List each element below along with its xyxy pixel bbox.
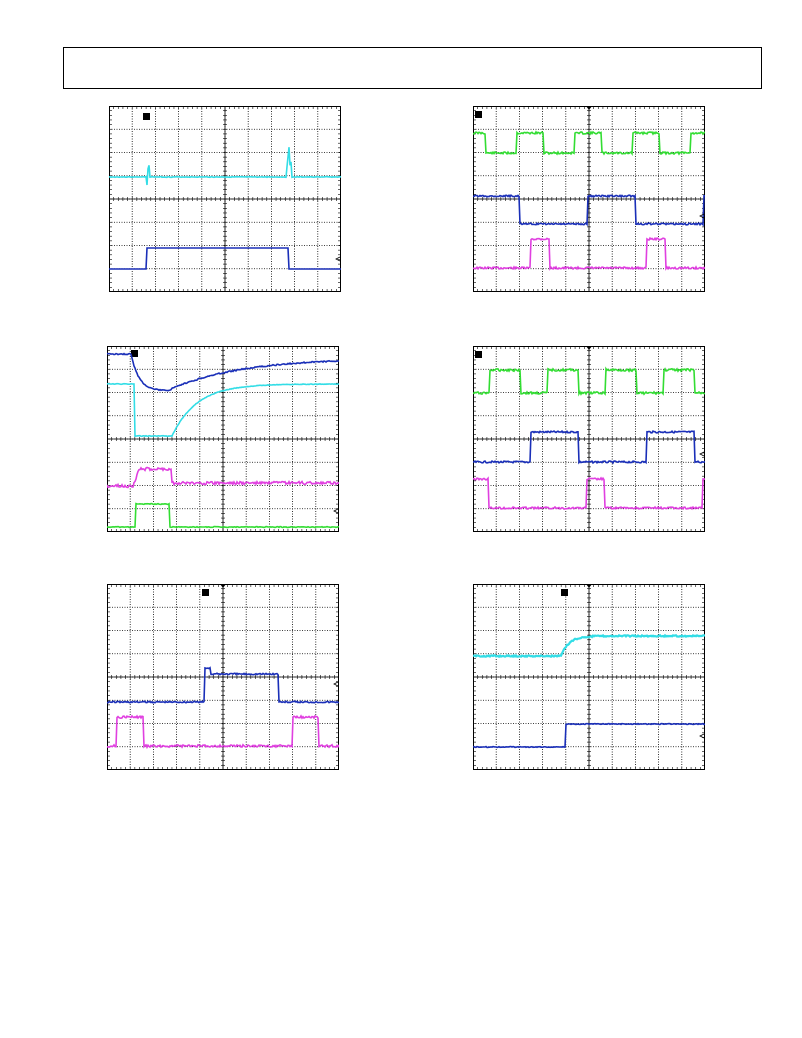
trigger-marker	[561, 589, 568, 596]
oscilloscope-plot-1	[109, 106, 341, 292]
scope-screen	[473, 584, 705, 770]
oscilloscope-plot-4	[473, 346, 705, 532]
trigger-marker	[475, 111, 482, 118]
trigger-marker	[143, 113, 150, 120]
scope-screen	[473, 346, 705, 532]
header-box	[63, 47, 762, 89]
oscilloscope-plot-3	[107, 346, 339, 532]
trigger-marker	[202, 589, 209, 596]
oscilloscope-plot-2	[473, 106, 705, 292]
oscilloscope-plot-6	[473, 584, 705, 770]
scope-screen	[109, 106, 341, 292]
trigger-marker	[475, 351, 482, 358]
oscilloscope-plot-5	[107, 584, 339, 770]
scope-screen	[107, 346, 339, 532]
scope-screen	[473, 106, 705, 292]
scope-screen	[107, 584, 339, 770]
